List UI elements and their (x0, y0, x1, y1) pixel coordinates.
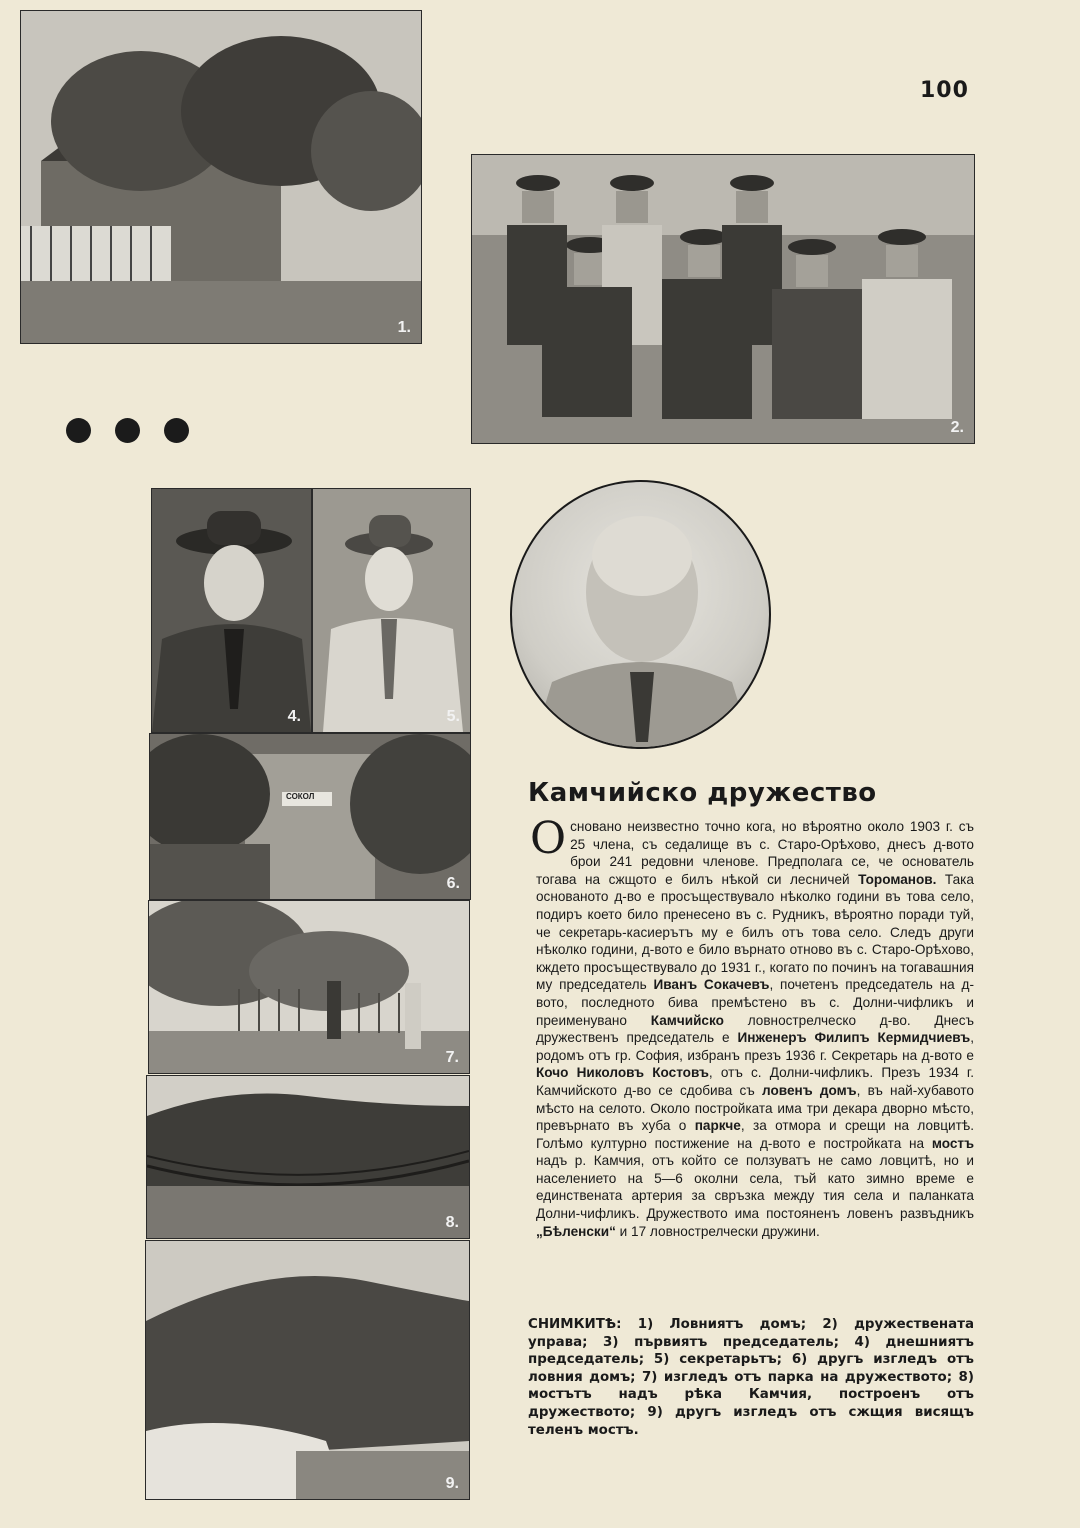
photo-park-view (148, 900, 470, 1074)
photo-bridge-other-view (145, 1240, 470, 1500)
highlight-name: Иванъ Сокачевъ (653, 977, 770, 993)
highlight-name: Инженеръ Филипъ Кермидчиевъ (737, 1030, 971, 1046)
body-text: Така основаното д-во е просъществувало нѣколко години въ това село, подиръ което било пренесено въ с. Рудникъ, вѣроятно поради туй, че секретарь-касиерътъ му е билъ отъ това село. Следъ други нѣколко години, д-вото е било върнато отново въ с. Старо-Орѣхово, кждето просъществувало до 1931 г., когато по починъ на тогавашния му председатель (536, 871, 974, 993)
decorative-dots (66, 418, 189, 443)
photo-number: 9. (445, 1475, 459, 1492)
highlight-term: мостъ (931, 1135, 974, 1151)
highlight-term: паркче (694, 1118, 741, 1134)
highlight-name: Камчийско (650, 1012, 724, 1028)
body-text: и 17 ловнострелчески дружини. (615, 1223, 820, 1239)
body-text: , родомъ отъ гр. София, избранъ презъ 1936 г. Секретарь на д-вото е (536, 1030, 974, 1063)
photo-hunting-house (20, 10, 422, 344)
captions-text: 1) Ловниятъ домъ; 2) дружествената управа; 3) първиятъ председатель; 4) днешниятъ председатель; 5) секретарьтъ; 6) другъ изгледъ отъ ловния домъ; 7) изгледъ отъ парка на дружеството; 8) мостътъ надъ рѣка Камчия, построенъ отъ дружеството; 9) другъ изгледъ отъ сжщия висящъ теленъ мостъ. (528, 1317, 974, 1438)
highlight-term: ловенъ домъ (762, 1082, 857, 1098)
article-title: Камчийско дружество (528, 778, 877, 808)
photo-society-board (471, 154, 975, 444)
body-text: , почетенъ председатель на д-вото, последното бива премѣстено въ с. Долни-чифликъ и преименувано (536, 977, 974, 1028)
highlight-name: Кочо Николовъ Костовъ (536, 1065, 709, 1081)
shop-sign: СОКОЛ (286, 792, 315, 801)
photo-bridge (146, 1075, 470, 1239)
photo-number: 4. (287, 708, 301, 725)
highlight-term: „Бѣленски“ (536, 1223, 616, 1239)
photo-number: 7. (445, 1049, 459, 1066)
body-text: ловнострелческо д-во. Днесъ дружественъ председатель е (536, 1012, 974, 1046)
body-text: сновано неизвестно точно кога, но вѣроятно около 1903 г. съ 25 члена, съ седалище въ с. Старо-Орѣхово, днесъ д-вото брои 241 редовни членове. Предполага се, че основатель тогава на сжщото е билъ нѣкой си лесничей (536, 819, 974, 887)
photo-number: 2. (950, 419, 964, 436)
captions-label: СНИМКИТѢ: (528, 1317, 622, 1332)
photo-captions (528, 1316, 974, 1439)
photo-number: 1. (397, 319, 411, 336)
dot (164, 418, 189, 443)
dot (66, 418, 91, 443)
body-text: , за отмора и срещи на ловцитѣ. Голѣмо културно постижение на д-вото е постройката на (536, 1118, 974, 1151)
drop-cap: О (530, 813, 567, 864)
highlight-name: Тороманов. (858, 871, 937, 887)
photo-secretary (312, 488, 471, 733)
photo-number: 8. (445, 1214, 459, 1231)
article-body (530, 813, 975, 1240)
dot (115, 418, 140, 443)
body-text: , отъ с. Долни-чифликъ. Презъ 1934 г. Камчийското д-во се сдобива съ (536, 1065, 975, 1098)
photo-house-other-view (149, 733, 471, 900)
photo-number: 5. (446, 708, 460, 725)
body-text: надъ р. Камчия, отъ който се ползуватъ не само ловцитѣ, но и населението на 5—6 околни села, тъй като зимно време е единствената артерия за свръзка между тия села и паланката Долни-чифликъ. Дружеството има постояненъ ловенъ развъдникъ (536, 1153, 974, 1222)
photo-current-chairman (151, 488, 312, 733)
portrait-first-chairman (510, 480, 771, 749)
page-number: 100 (920, 78, 969, 103)
body-text: , въ най-хубавото мѣсто на селото. Около постройката има три декара дворно мѣсто, превърнато въ хуба о (536, 1082, 974, 1134)
photo-number: 6. (446, 875, 460, 892)
